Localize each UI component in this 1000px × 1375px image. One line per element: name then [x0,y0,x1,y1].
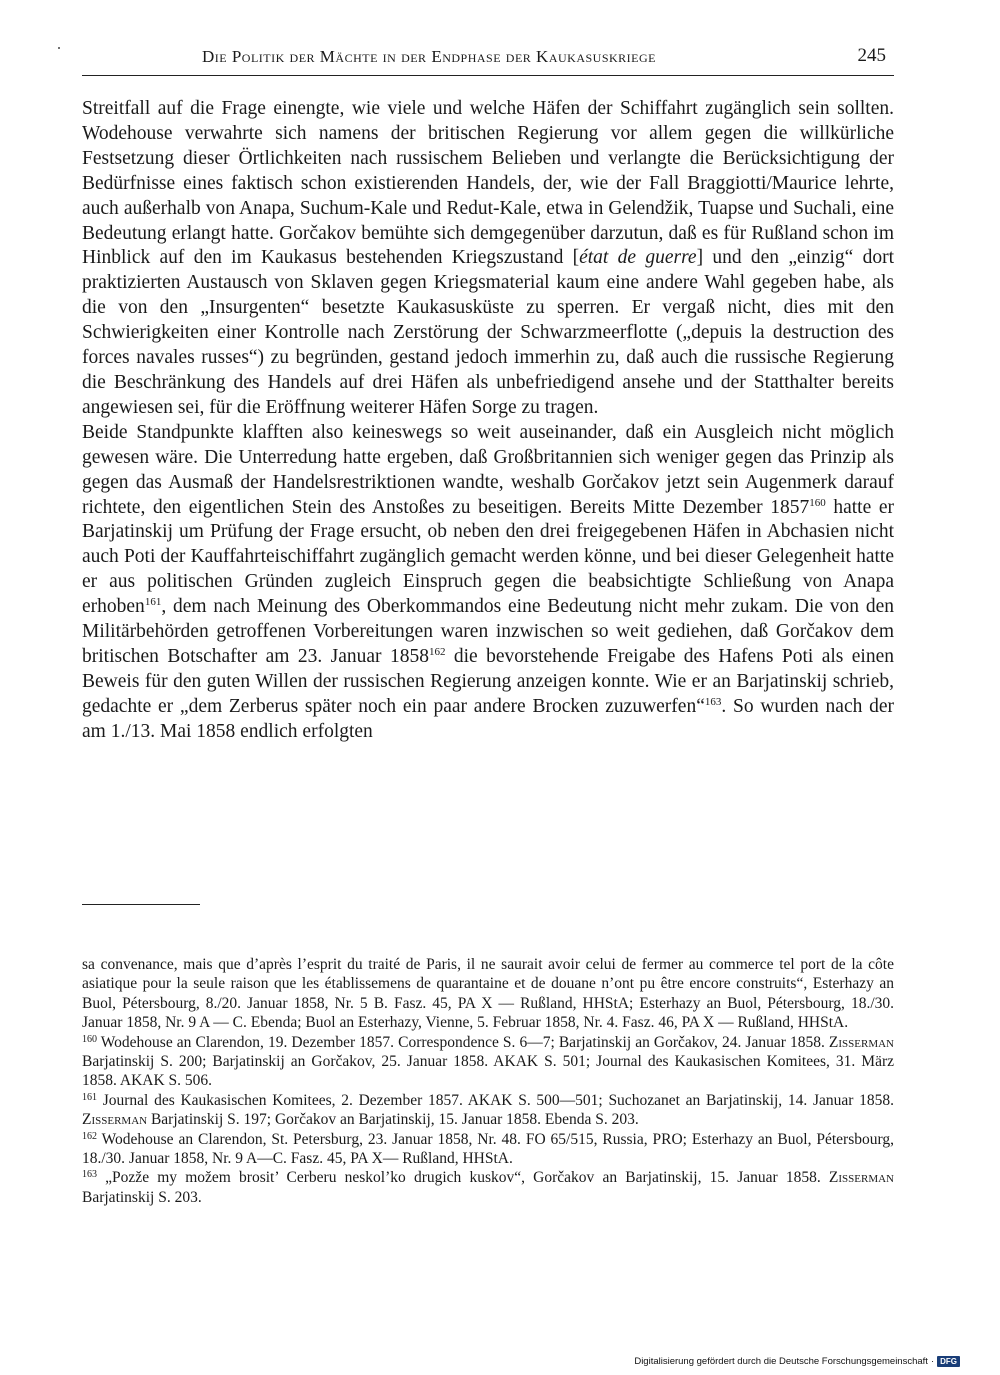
paragraph-2-text-d: die bevorstehende Freigabe des Hafens Poti als einen Beweis für den guten Willen der russischen Regierung anzeigen konnte. Wie er an Barjatinskij schrieb, gedachte er „dem Zerberus später noch ein paar andere Brocken zuzuwerfen“ [82,645,895,717]
page-number: 245 [857,45,886,66]
footnote-continuation: sa convenance, mais que d’après l’esprit du traité de Paris, il ne saurait avoir celui de fermer au commerce tel port de la côte asiatique pour la seule raison que les établissemens de quarantaine et de douane n’ont pu être encore construits“, Esterhazy an Buol, Pétersbourg, 8./20. Januar 1858, Nr. 5 B. Fasz. 45, PA X — Rußland, HHStA; Esterhazy an Buol, Pétersbourg, 18./30. Januar 1858, Nr. 9 A — C. Ebenda; Buol an Esterhazy, Vienne, 5. Februar 1858, Nr. 4. Fasz. 46, PA X — Rußland, HHStA. [82,956,894,1032]
footnote-ref-163: 163 [704,695,722,708]
footnote-divider [82,904,200,905]
separator: · [930,1356,935,1367]
etat-de-guerre-phrase: état de guerre [579,247,697,269]
footnotes [82,955,894,1207]
paragraph-1-text-b: ] und den „einzig“ dort praktizierten Austausch von Sklaven gegen Kriegsmaterial kaum eine andere Wahl gegeben habe, als die von den „Insurgenten“ besetzte Kaukasusküste zu sperren. Er vergaß nicht, dies mit den Schwierigkeiten einer Kontrolle nach Zerstörung der Schwarzmeerflotte („depuis la destruction des forces navales russes“) zu begründen, gestand jedoch immerhin zu, daß auch die russische Regierung die Beschränkung des Handels auf drei Häfen als unbefriedigend ansehe und der Statthalter bereits angewiesen sei, für die Eröffnung weiterer Häfen Sorge zu tragen. [82,247,894,418]
paragraph-2-text-c: , dem nach Meinung des Oberkommandos eine Bedeutung nicht mehr zukam. Die von den Militärbehörden getroffenen Vorbereitungen waren inzwischen so weit gediehen, daß Gorčakov dem britischen Botschafter am 23. Januar 1858 [82,596,894,667]
footnote-161-author: Zisserman [82,1111,148,1129]
paragraph-2-text-e: . So wurden nach der am 1./13. Mai 1858 endlich erfolgten [82,695,894,742]
main-text [82,97,894,745]
footnote-ref-160: 160 [809,496,826,509]
footnote-162-number: 162 [82,1130,97,1142]
footnote-161-text-b: Barjatinskij S. 197; Gorčakov an Barjatinskij, 15. Januar 1858. Ebenda S. 203. [147,1111,639,1129]
footnote-163-author: Zisserman [828,1169,894,1187]
footnote-160 [82,1033,894,1091]
paragraph-2 [82,421,894,745]
paragraph-1-text-a: Streitfall auf die Frage einengte, wie viele und welche Häfen der Schiffahrt zugänglich sein sollten. Wodehouse verwahrte sich namens der britischen Regierung vor allem gegen die willkürliche Festsetzung dieser Örtlichkeiten nach russischem Belieben und verlangte die Berücksichtigung der Bedürfnisse eines faktisch schon existierenden Handels, der, wie der Fall Braggiotti/Maurice lehrte, auch außerhalb von Anapa, Suchum-Kale und Redut-Kale, etwa in Gelendžik, Tuapse und Suchali, eine Bedeutung erlangt hatte. Gorčakov bemühte sich demgegenüber darzutun, daß es für Rußland schon im Hinblick auf den im Kaukasus bestehenden Kriegszustand [ [82,98,894,269]
footnote-161 [82,1091,894,1130]
digitization-note-text: Digitalisierung gefördert durch die Deutsche Forschungsgemeinschaft [634,1356,928,1367]
paragraph-2-text-a: Beide Standpunkte klafften also keineswegs so weit auseinander, daß ein Ausgleich nicht möglich gewesen wäre. Die Unterredung hatte ergeben, daß Großbritannien sich weniger gegen das Prinzip als gegen das Ausmaß der Handelsrestriktionen wandte, weshalb Gorčakov jetzt sein Augenmerk darauf richtete, den eigentlichen Stein des Anstoßes zu beseitigen. Bereits Mitte Dezember 1857 [82,421,894,518]
footnote-162 [82,1130,894,1169]
running-title: Die Politik der Mächte in der Endphase der Kaukasuskriege [202,47,656,66]
footnote-161-number: 161 [82,1091,97,1103]
dfg-logo-icon: DFG [937,1356,960,1367]
footnote-160-author: Zisserman [828,1033,894,1051]
page-header [82,45,894,76]
footnote-161-text-a: Journal des Kaukasischen Komitees, 2. Dezember 1857. AKAK S. 500—501; Suchozanet an Barjatinskij, 14. Januar 1858. [97,1091,894,1109]
paragraph-2-text-b: hatte er Barjatinskij um Prüfung der Frage ersucht, ob neben den drei freigegebenen Häfen in Abchasien nicht auch Poti der Kauffahrteischiffahrt zugänglich gemacht werden könne, und bei dieser Gelegenheit hatte er aus politischen Gründen zugleich Einspruch gegen die beabsichtigte Schließung von Anapa erhoben [82,496,894,618]
footnote-160-text-b: Barjatinskij S. 200; Barjatinskij an Gorčakov, 25. Januar 1858. AKAK S. 501; Journal des Kaukasischen Komitees, 31. März 1858. AKAK S. 506. [82,1053,894,1090]
footnote-ref-162: 162 [428,645,446,658]
paragraph-1 [82,97,894,421]
footnote-160-text-a: Wodehouse an Clarendon, 19. Dezember 1857. Correspondence S. 6—7; Barjatinskij an Gorčakov, 24. Januar 1858. [97,1033,829,1051]
footnote-ref-161: 161 [144,596,162,609]
footnote-163-number: 163 [82,1169,97,1181]
footnote-163-text-b: Barjatinskij S. 203. [82,1188,202,1206]
digitization-note [634,1356,960,1367]
scan-speck [58,47,60,49]
footnote-160-number: 160 [82,1033,97,1045]
footnote-163-text-a: „Pozže my možem brosit’ Cerberu neskol’ko drugich kuskov“, Gorčakov an Barjatinskij, 15. Januar 1858. [97,1169,829,1187]
footnote-163 [82,1168,894,1207]
footnote-162-text: Wodehouse an Clarendon, St. Petersburg, 23. Januar 1858, Nr. 48. FO 65/515, Russia, PRO; Esterhazy an Buol, Pétersbourg, 18./30. Januar 1858, Nr. 9 A—C. Fasz. 45, PA X— Rußland, HHStA. [82,1130,894,1168]
